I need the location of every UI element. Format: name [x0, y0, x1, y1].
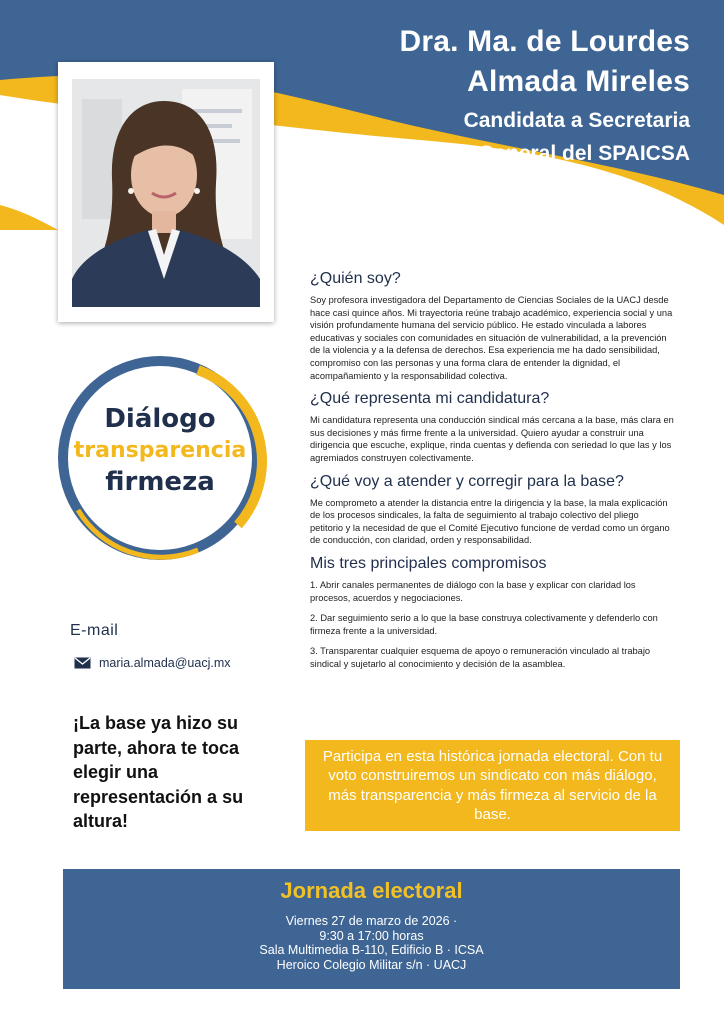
event-venue: Sala Multimedia B-110, Edificio B · ICSA: [259, 943, 484, 957]
call-to-action-text: Participa en esta histórica jornada electoral. Con tu voto construiremos un sindicato con más diálogo, más transparencia y más firmeza al servicio de la base.: [322, 747, 663, 823]
mail-icon: [74, 657, 91, 669]
section-text-representa: Mi candidatura representa una conducción sindical más cercana a la base, más clara en sus decisiones y más firme frente a la universidad. Quiero ayudar a construir una dirigencia que escuche, explique, rinda cuentas y defienda con seriedad lo que las y los agremiados construyen colectivamente.: [310, 415, 674, 463]
event-details: [63, 914, 680, 972]
main-content: [308, 270, 674, 678]
header-title-block: [399, 22, 690, 168]
compromisos-list: [310, 579, 674, 671]
section-title-compromisos: Mis tres principales compromisos: [310, 554, 547, 572]
section-title-representa: ¿Qué representa mi candidatura?: [310, 390, 550, 408]
event-date: Viernes 27 de marzo de 2026 ·: [285, 914, 458, 928]
logo-word-dialogo: Diálogo: [104, 404, 216, 434]
candidate-name-line2: Almada Mireles: [467, 65, 690, 98]
logo-word-firmeza: firmeza: [105, 467, 215, 497]
call-to-action-box: [305, 740, 680, 831]
section-title-quien: ¿Quién soy?: [310, 270, 401, 287]
logo-word-transparencia: transparencia: [73, 438, 247, 463]
candidate-portrait: [72, 79, 260, 307]
section-text-quien: Soy profesora investigadora del Departamento de Ciencias Sociales de la UACJ desde hace casi quince años. Mi trayectoria reúne trabajo académico, experiencia social y una visión profundamente humana del servicio público. He estado vinculada a labores educativas y sociales con comunidades en situación de vulnerabilidad, a la prevención de la violencia y a la defensa de derechos. Esa experiencia me ha dado sensibilidad, compromiso con las personas y una forma clara de entender la dignidad, el acompañamiento y la responsabilidad colectiva.: [310, 295, 673, 381]
section-text-atender: Me comprometo a atender la distancia entre la dirigencia y la base, la mala explicación de los procesos sindicales, la falta de seguimiento al trabajo colectivo del pliego petitorio y la necesidad de que el Comité Ejecutivo funcione de verdad como un órgano de conducción, con claridad, orden y responsabilidad.: [310, 497, 670, 546]
compromiso-item: 2. Dar seguimiento serio a lo que la base construya colectivamente y defenderlo con firmeza frente a la universidad.: [310, 613, 658, 636]
candidate-name-line1: Dra. Ma. de Lourdes: [399, 25, 690, 58]
event-title: Jornada electoral: [280, 878, 463, 903]
event-box: [63, 869, 680, 989]
candidate-role-line2: General del SPAICSA: [477, 142, 690, 165]
event-address: Heroico Colegio Militar s/n · UACJ: [276, 957, 467, 972]
contact-email-row[interactable]: [74, 656, 230, 670]
candidate-photo-frame: [58, 62, 274, 322]
compromiso-item: 1. Abrir canales permanentes de diálogo con la base y explicar con claridad los procesos, acuerdos y negociaciones.: [310, 579, 636, 603]
contact-email[interactable]: maria.almada@uacj.mx: [99, 656, 231, 670]
section-title-atender: ¿Qué voy a atender y corregir para la base?: [310, 472, 624, 490]
slogan: ¡La base ya hizo su parte, ahora te toca elegir una representación a su altura!: [73, 713, 244, 831]
event-time: 9:30 a 17:00 horas: [319, 928, 424, 943]
contact-title: E-mail: [70, 622, 119, 639]
campaign-logo: [48, 350, 273, 565]
compromiso-item: 3. Transparentar cualquier esquema de apoyo o remuneración vinculado al trabajo sindical y sujetarlo al conocimiento y decisión de la asamblea.: [310, 646, 651, 669]
candidate-role-line1: Candidata a Secretaria: [463, 109, 690, 132]
